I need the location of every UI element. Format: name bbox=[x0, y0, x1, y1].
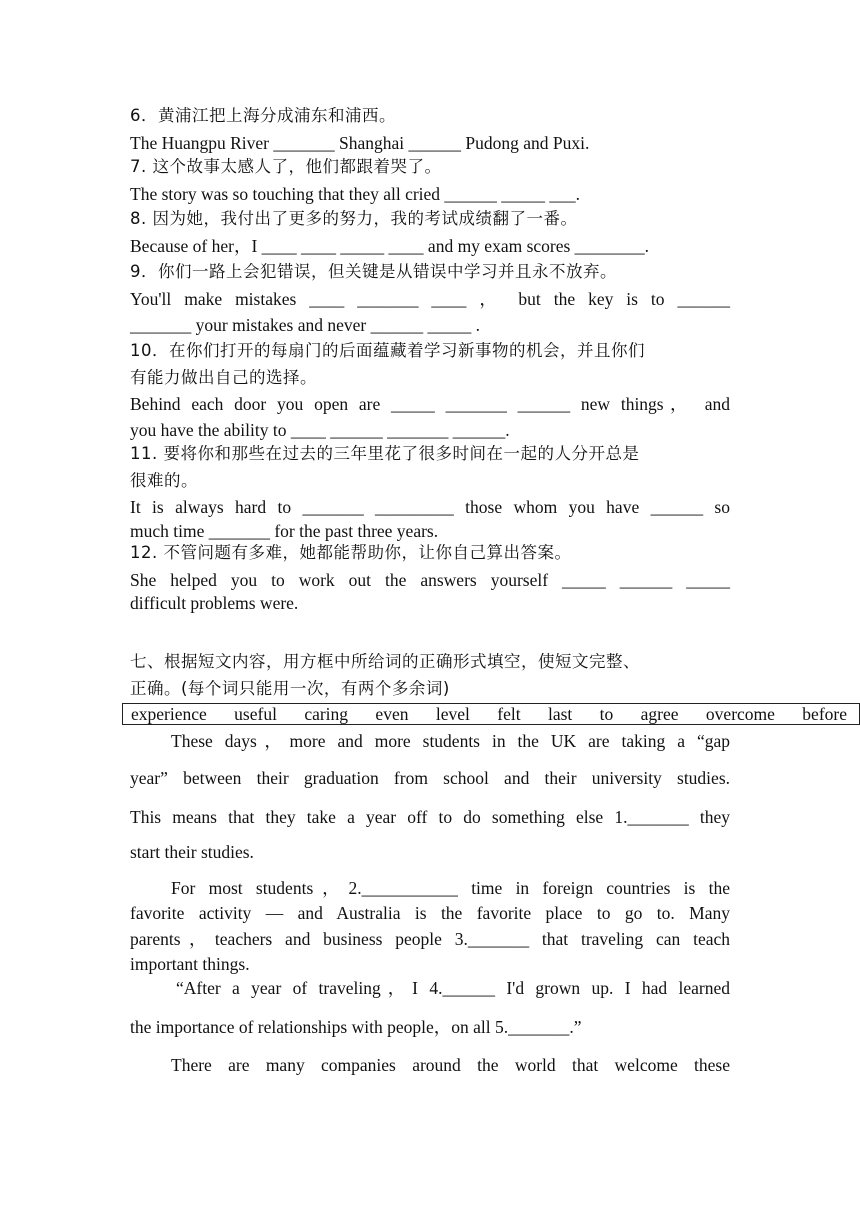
q9-english-line2: _______ your mistakes and never ______ _____ . bbox=[130, 315, 480, 335]
passage-p1-line2: year” between their graduation from school and their university studies. bbox=[130, 768, 730, 788]
q11-english-line1: It is always hard to _______ _________ those whom you have ______ so bbox=[130, 497, 730, 517]
word-bank-words: experience useful caring even level felt last to agree overcome before bbox=[131, 704, 847, 724]
word-bank-box bbox=[122, 703, 860, 725]
passage-p1-line3: This means that they take a year off to do something else 1._______ they bbox=[130, 807, 730, 827]
q10-chinese-line1: 10．在你们打开的每扇门的后面蕴藏着学习新事物的机会，并且你们 bbox=[130, 341, 645, 360]
q8-english: Because of her，I ____ ____ _____ ____ and my exam scores ________. bbox=[130, 236, 650, 256]
q9-english-line1: You'll make mistakes ____ _______ ____ ， but the key is to ______ bbox=[130, 289, 730, 309]
q8-chinese: 8. 因为她，我付出了更多的努力，我的考试成绩翻了一番。 bbox=[130, 209, 578, 228]
q10-chinese-line2: 有能力做出自己的选择。 bbox=[130, 368, 317, 387]
q7-chinese: 7. 这个故事太感人了，他们都跟着哭了。 bbox=[130, 157, 442, 176]
q6-english: The Huangpu River _______ Shanghai ______ Pudong and Puxi. bbox=[130, 133, 590, 153]
q12-english-line2: difficult problems were. bbox=[130, 593, 299, 613]
q10-english-line1: Behind each door you open are _____ _______ ______ new things， and bbox=[130, 394, 730, 414]
passage-p3-line1: “After a year of traveling，I 4.______ I'd grown up. I had learned bbox=[176, 978, 730, 998]
q11-chinese-line2: 很难的。 bbox=[130, 471, 198, 490]
q12-english-line1: She helped you to work out the answers yourself _____ ______ _____ bbox=[130, 570, 730, 590]
q9-chinese: 9．你们一路上会犯错误，但关键是从错误中学习并且永不放弃。 bbox=[130, 262, 617, 281]
q12-chinese: 12. 不管问题有多难，她都能帮助你，让你自己算出答案。 bbox=[130, 543, 572, 562]
section7-heading-line1: 七、根据短文内容，用方框中所给词的正确形式填空，使短文完整、 bbox=[130, 652, 640, 671]
q10-english-line2: you have the ability to ____ ______ _______ ______. bbox=[130, 420, 510, 440]
passage-p2-line1: For most students，2.___________ time in foreign countries is the bbox=[171, 878, 730, 898]
passage-p2-line3: parents，teachers and business people 3._______ that traveling can teach bbox=[130, 929, 730, 949]
q7-english: The story was so touching that they all cried ______ _____ ___. bbox=[130, 184, 581, 204]
passage-p2-line2: favorite activity — and Australia is the favorite place to go to. Many bbox=[130, 903, 730, 923]
passage-p3-line2: the importance of relationships with people，on all 5._______.” bbox=[130, 1017, 582, 1037]
q6-chinese: 6．黄浦江把上海分成浦东和浦西。 bbox=[130, 106, 396, 125]
passage-p1-line4: start their studies. bbox=[130, 842, 254, 862]
passage-p2-line4: important things. bbox=[130, 954, 250, 974]
passage-p1-line1: These days，more and more students in the UK are taking a “gap bbox=[171, 731, 730, 751]
section7-heading-line2: 正确。(每个词只能用一次，有两个多余词) bbox=[130, 679, 450, 698]
q11-english-line2: much time _______ for the past three years. bbox=[130, 521, 439, 541]
passage-p4-line1: There are many companies around the world that welcome these bbox=[171, 1055, 730, 1075]
q11-chinese-line1: 11. 要将你和那些在过去的三年里花了很多时间在一起的人分开总是 bbox=[130, 444, 640, 463]
